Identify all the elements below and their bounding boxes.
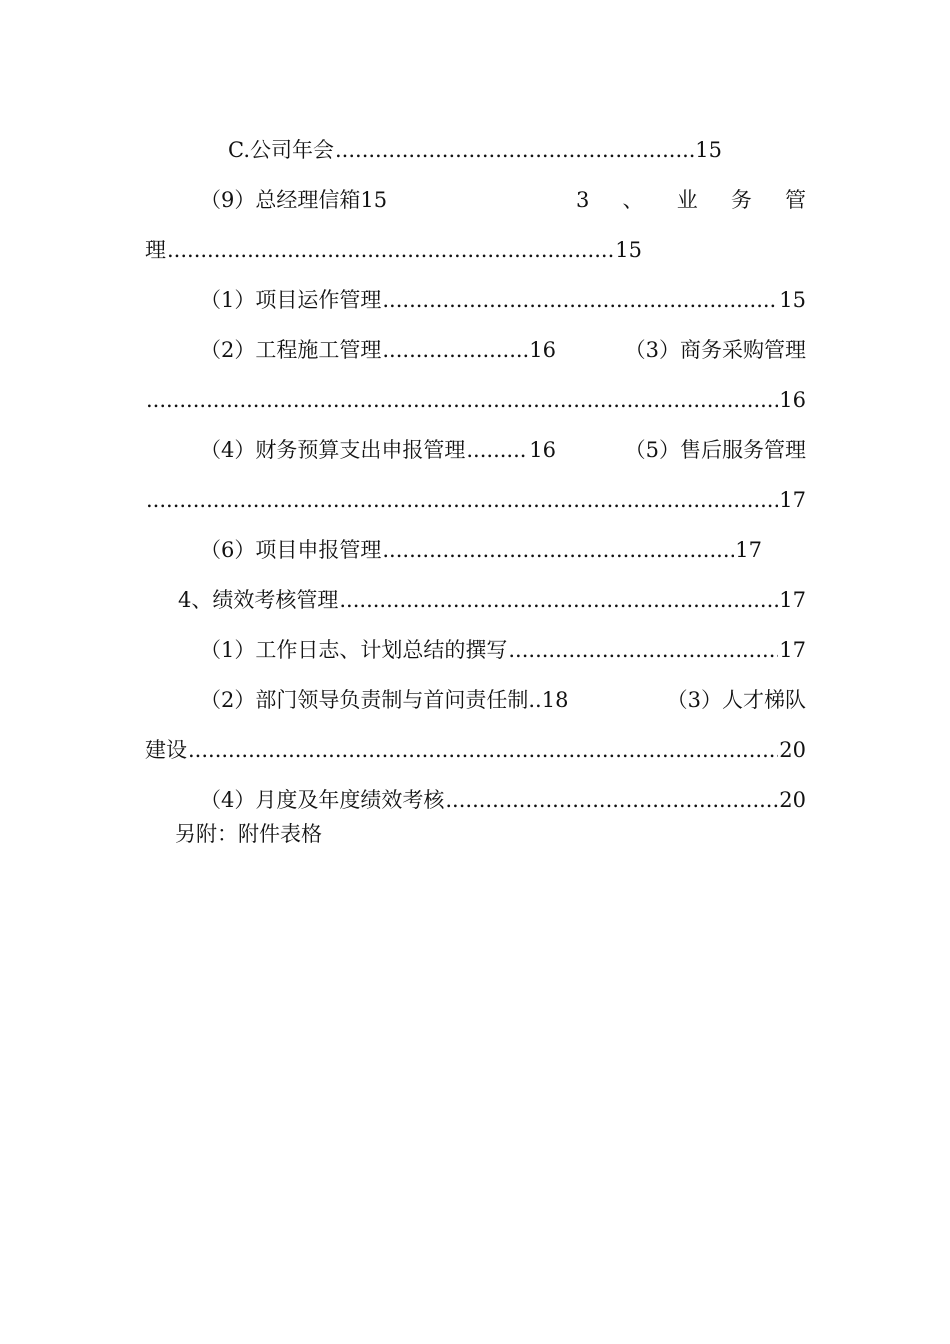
toc-leader-dots (146, 484, 778, 516)
toc-entry-text: 4、绩效考核管理 (178, 588, 339, 612)
toc-entry-talent-pipeline-end (145, 734, 806, 766)
toc-entry-text: （4）财务预算支出申报管理 (200, 438, 466, 462)
toc-entry-project-application (200, 534, 762, 566)
toc-entry-finance-budget (200, 434, 556, 466)
toc-leader-dots (382, 334, 528, 366)
toc-entry-procurement-end (145, 384, 806, 416)
toc-char: 3 (576, 188, 590, 212)
toc-entry-text: 建设 (145, 738, 187, 762)
toc-leader-dots (382, 534, 734, 566)
toc-leader-dots (335, 134, 694, 166)
toc-char: 业 (676, 188, 698, 212)
toc-entry-after-sales-start (600, 434, 806, 466)
toc-entry-text: （2）部门领导负责制与首问责任制. (200, 688, 536, 712)
toc-entry-business-mgmt-end (145, 234, 642, 266)
toc-page-number: 17 (779, 488, 806, 512)
toc-entry-text: 理 (145, 238, 166, 262)
toc-entry-construction (200, 334, 556, 366)
toc-entry-text: （3）人才梯队 (666, 688, 806, 712)
toc-page-number: 16 (779, 388, 806, 412)
toc-leader-dots (167, 234, 614, 266)
toc-char: 、 (622, 188, 644, 212)
toc-page-number: 15 (615, 238, 642, 262)
toc-entry-work-log (200, 634, 806, 666)
toc-entry-text: （6）项目申报管理 (200, 538, 382, 562)
toc-page-number: 15 (779, 288, 806, 312)
toc-entry-business-mgmt-start (576, 184, 806, 216)
toc-leader-dots (508, 634, 778, 666)
toc-entry-text: （3）商务采购管理 (624, 338, 806, 362)
toc-page-number: 15 (695, 138, 722, 162)
toc-entry-text: （9）总经理信箱15 (200, 188, 388, 212)
toc-leader-dots (146, 384, 778, 416)
toc-entry-monthly-annual-review (200, 784, 806, 816)
toc-page-number: 17 (735, 538, 762, 562)
toc-entry-company-annual-meeting (228, 134, 722, 166)
toc-entry-gm-mailbox (200, 184, 550, 216)
toc-entry-text: （2）工程施工管理 (200, 338, 382, 362)
toc-leader-dots (466, 434, 528, 466)
toc-entry-text: （4）月度及年度绩效考核 (200, 788, 445, 812)
toc-leader-dots (339, 584, 778, 616)
toc-entry-procurement-start (600, 334, 806, 366)
toc-entry-talent-pipeline-start (640, 684, 806, 716)
toc-page-number: .18 (535, 688, 569, 712)
toc-page-number: 16 (529, 438, 556, 462)
toc-entry-project-operation (200, 284, 806, 316)
toc-entry-performance-mgmt (178, 584, 806, 616)
toc-leader-dots (382, 284, 778, 316)
toc-page-number: 16 (529, 338, 556, 362)
toc-entry-text: 另附：附件表格 (175, 822, 322, 846)
toc-page-number: 20 (779, 788, 806, 812)
toc-entry-text: （1）项目运作管理 (200, 288, 382, 312)
toc-page-number: 17 (779, 638, 806, 662)
toc-entry-text: （1）工作日志、计划总结的撰写 (200, 638, 508, 662)
toc-entry-dept-leader-responsibility (200, 684, 620, 716)
toc-entry-appendix (175, 818, 575, 850)
toc-page-number: 17 (779, 588, 806, 612)
toc-leader-dots (445, 784, 778, 816)
toc-page-number: 20 (779, 738, 806, 762)
toc-entry-text: C.公司年会 (228, 138, 334, 162)
toc-char: 务 (730, 188, 752, 212)
toc-leader-dots (188, 734, 778, 766)
toc-entry-text: （5）售后服务管理 (624, 438, 806, 462)
toc-char: 管 (785, 188, 806, 212)
toc-entry-after-sales-end (145, 484, 806, 516)
